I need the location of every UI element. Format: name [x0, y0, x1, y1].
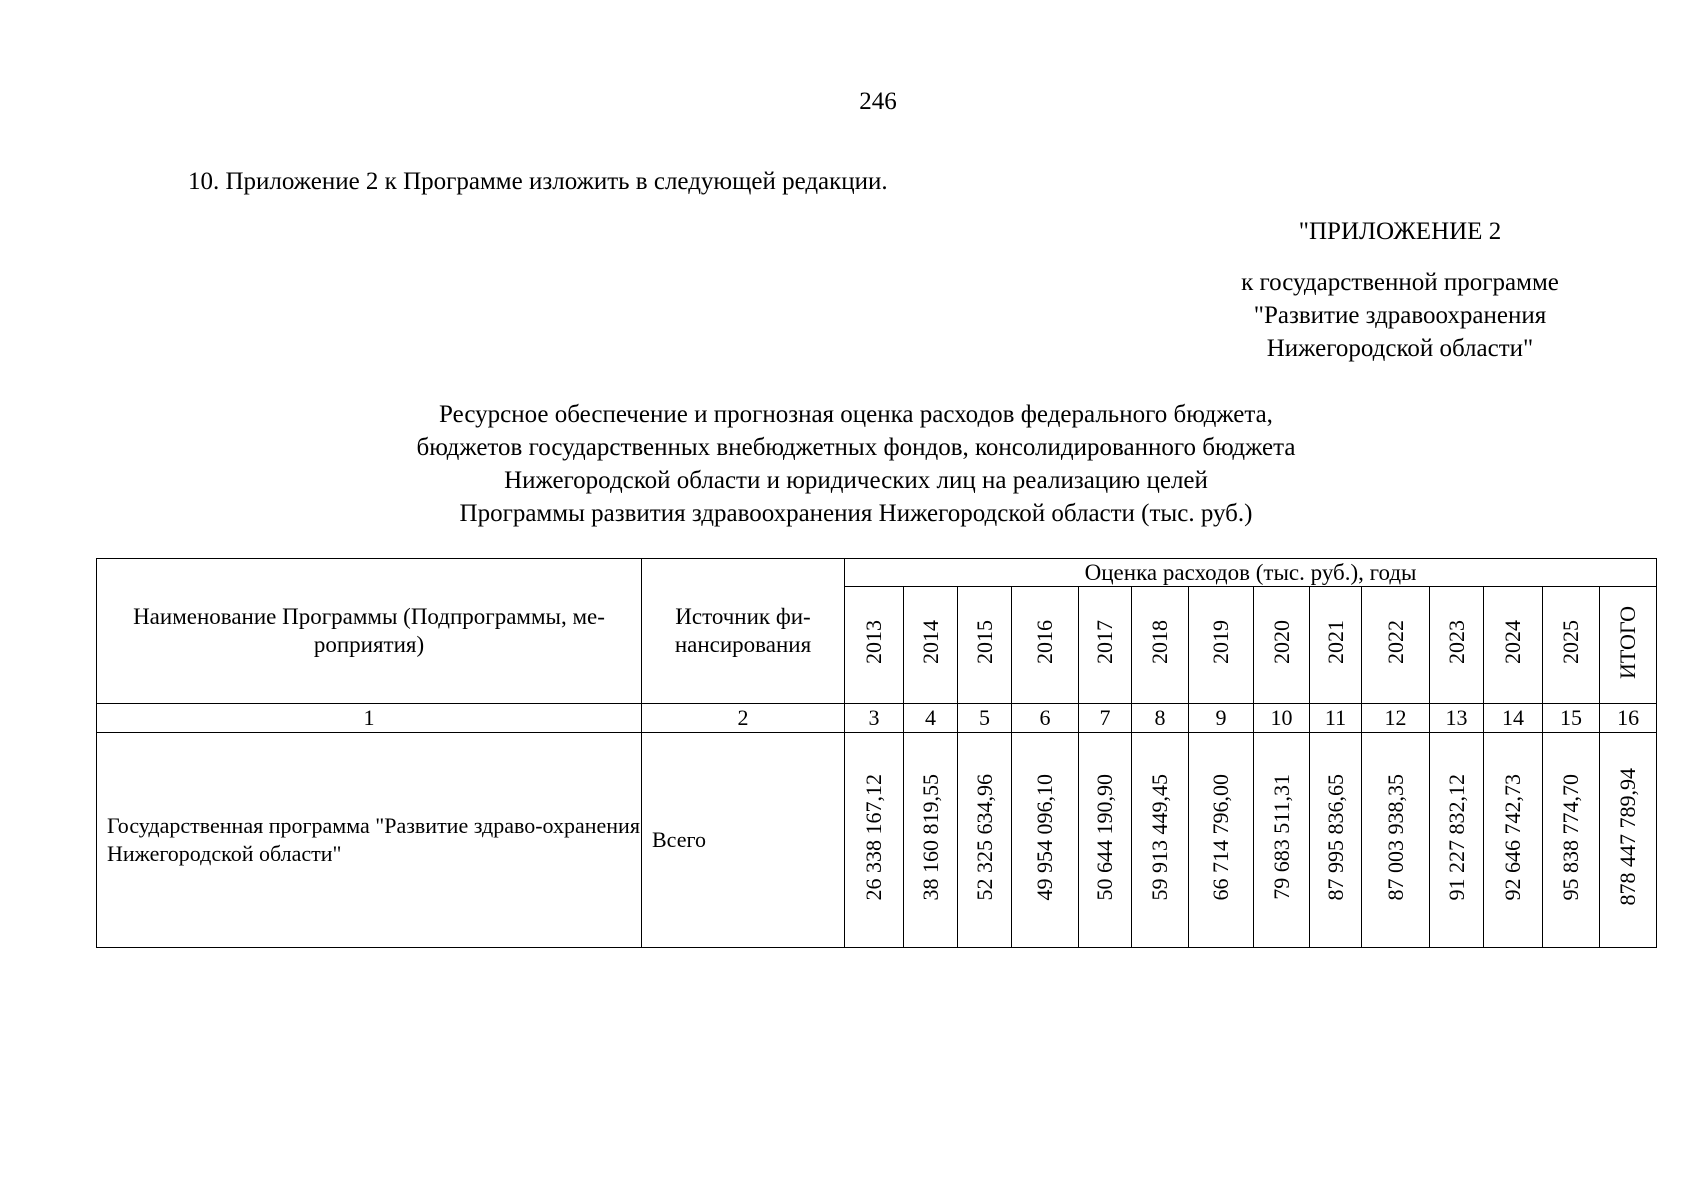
- year-header: 2025: [1543, 587, 1600, 704]
- value-cell: 91 227 832,12: [1430, 733, 1484, 948]
- table-title-line-2: бюджетов государственных внебюджетных фондов, консолидированного бюджета: [416, 434, 1296, 461]
- column-number: 2: [642, 704, 845, 733]
- value-cell: 79 683 511,31: [1254, 733, 1310, 948]
- table-title-line-3: Нижегородской области и юридических лиц на реализацию целей: [504, 467, 1208, 494]
- year-header: 2018: [1132, 587, 1189, 704]
- value-cell: 50 644 190,90: [1079, 733, 1132, 948]
- value-cell: 52 325 634,96: [958, 733, 1012, 948]
- table-title: [300, 398, 1412, 530]
- column-number: 8: [1132, 704, 1189, 733]
- column-number: 5: [958, 704, 1012, 733]
- year-header: 2024: [1484, 587, 1543, 704]
- appendix-subtitle: [1200, 266, 1600, 365]
- appendix-line-2: "Развитие здравоохранения: [1253, 302, 1547, 329]
- page-number: 246: [859, 88, 897, 115]
- year-header: 2019: [1189, 587, 1254, 704]
- program-name-cell: Государственная программа "Развитие здраво-охранения Нижегородской области": [97, 733, 642, 948]
- appendix-line-1: к государственной программе: [1241, 269, 1559, 296]
- year-header: 2013: [845, 587, 904, 704]
- column-number-row: [97, 704, 1657, 733]
- year-header: 2014: [904, 587, 958, 704]
- year-header: 2015: [958, 587, 1012, 704]
- column-number: 14: [1484, 704, 1543, 733]
- header-funding-source: Источник фи-нансирования: [642, 559, 845, 704]
- year-header: 2022: [1362, 587, 1430, 704]
- table-title-line-1: Ресурсное обеспечение и прогнозная оценка расходов федерального бюджета,: [439, 401, 1273, 428]
- column-number: 1: [97, 704, 642, 733]
- table-row: [97, 733, 1657, 948]
- value-cell: 59 913 449,45: [1132, 733, 1189, 948]
- value-cell: 87 995 836,65: [1310, 733, 1362, 948]
- appendix-title: "ПРИЛОЖЕНИЕ 2: [1298, 218, 1502, 245]
- column-number: 12: [1362, 704, 1430, 733]
- column-number: 3: [845, 704, 904, 733]
- funding-source-cell: Всего: [642, 733, 845, 948]
- year-header: 2016: [1012, 587, 1079, 704]
- column-number: 9: [1189, 704, 1254, 733]
- header-expense-estimate: Оценка расходов (тыс. руб.), годы: [845, 559, 1657, 587]
- year-header: 2020: [1254, 587, 1310, 704]
- column-number: 11: [1310, 704, 1362, 733]
- value-cell: 49 954 096,10: [1012, 733, 1079, 948]
- value-cell: 38 160 819,55: [904, 733, 958, 948]
- value-cell: 66 714 796,00: [1189, 733, 1254, 948]
- value-cell: 92 646 742,73: [1484, 733, 1543, 948]
- intro-text: 10. Приложение 2 к Программе изложить в следующей редакции.: [188, 168, 888, 195]
- total-value-cell: 878 447 789,94: [1600, 733, 1657, 948]
- value-cell: 95 838 774,70: [1543, 733, 1600, 948]
- value-cell: 87 003 938,35: [1362, 733, 1430, 948]
- table-title-line-4: Программы развития здравоохранения Нижегородской области (тыс. руб.): [459, 500, 1253, 527]
- value-cell: 26 338 167,12: [845, 733, 904, 948]
- appendix-line-3: Нижегородской области": [1266, 335, 1534, 362]
- column-number: 13: [1430, 704, 1484, 733]
- budget-table: [96, 558, 1657, 948]
- column-number: 7: [1079, 704, 1132, 733]
- column-number: 10: [1254, 704, 1310, 733]
- header-program-name: Наименование Программы (Подпрограммы, ме-роприятия): [97, 559, 642, 704]
- total-header: ИТОГО: [1600, 587, 1657, 704]
- year-header: 2023: [1430, 587, 1484, 704]
- column-number: 4: [904, 704, 958, 733]
- column-number: 16: [1600, 704, 1657, 733]
- year-header: 2021: [1310, 587, 1362, 704]
- column-number: 15: [1543, 704, 1600, 733]
- column-number: 6: [1012, 704, 1079, 733]
- year-header: 2017: [1079, 587, 1132, 704]
